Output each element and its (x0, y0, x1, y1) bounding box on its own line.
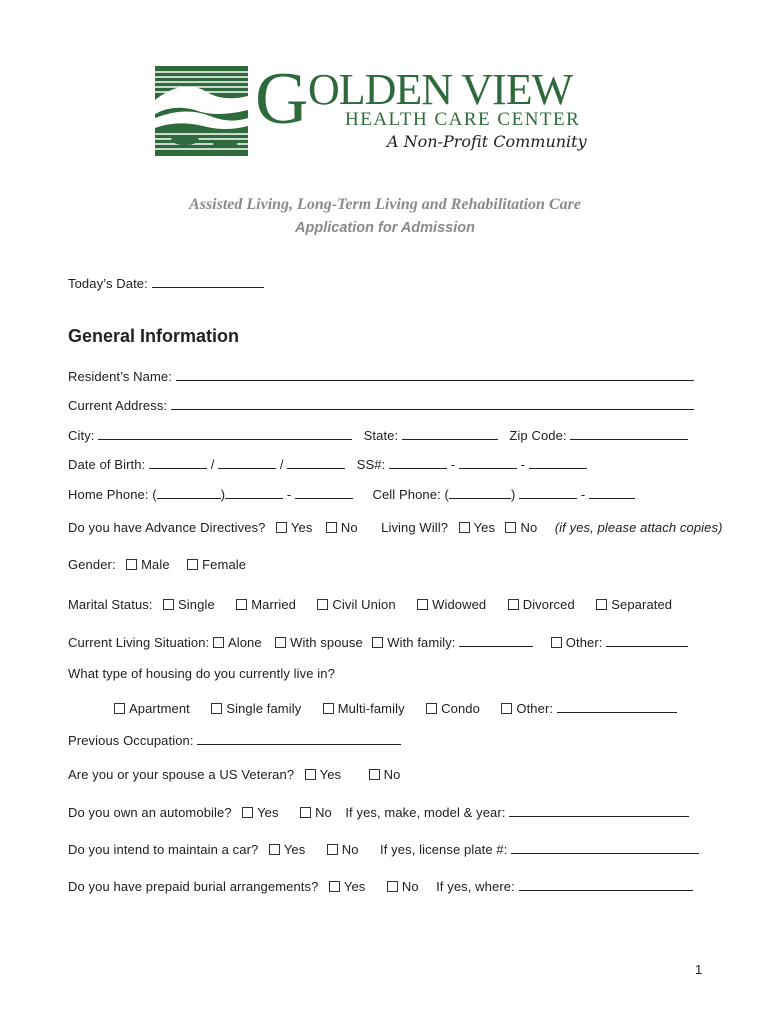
address-label: Current Address: (68, 398, 168, 413)
automobile-yes-checkbox[interactable] (242, 807, 253, 818)
housing-other-input[interactable] (557, 700, 677, 713)
burial-question: Do you have prepaid burial arrangements? (68, 879, 319, 894)
housing-apartment-label: Apartment (129, 701, 190, 716)
advance-directives-question: Do you have Advance Directives? (68, 520, 266, 535)
living-other-checkbox[interactable] (551, 637, 562, 648)
advance-directives-yes-checkbox[interactable] (276, 522, 287, 533)
burial-row (68, 878, 693, 895)
car-row (68, 841, 699, 858)
state-input[interactable] (402, 427, 498, 440)
city-row (68, 427, 688, 444)
address-row (68, 397, 694, 414)
automobile-no-label: No (315, 805, 332, 820)
home-phone-prefix-input[interactable] (225, 486, 283, 499)
living-situation-label: Current Living Situation: (68, 635, 210, 650)
dob-row (68, 456, 587, 473)
living-other-input[interactable] (606, 634, 688, 647)
automobile-yes-label: Yes (257, 805, 279, 820)
car-yes-checkbox[interactable] (269, 844, 280, 855)
marital-widowed-label: Widowed (432, 597, 487, 612)
marital-divorced-checkbox[interactable] (508, 599, 519, 610)
city-input[interactable] (98, 427, 352, 440)
dob-month-input[interactable] (149, 456, 207, 469)
burial-no-label: No (401, 879, 419, 894)
cell-phone-line-input[interactable] (589, 486, 635, 499)
gender-row (68, 557, 246, 573)
mountain-landscape-icon (155, 66, 248, 156)
living-spouse-label: With spouse (290, 635, 363, 650)
housing-condo-checkbox[interactable] (426, 703, 437, 714)
housing-single-family-checkbox[interactable] (211, 703, 222, 714)
housing-single-family-label: Single family (226, 701, 302, 716)
dob-year-input[interactable] (287, 456, 345, 469)
gender-male-label: Male (141, 557, 170, 572)
home-phone-paren: ) (220, 487, 226, 502)
car-no-checkbox[interactable] (327, 844, 338, 855)
car-question: Do you intend to maintain a car? (68, 842, 259, 857)
automobile-followup-label: If yes, make, model & year: (345, 805, 506, 820)
dob-day-input[interactable] (218, 456, 276, 469)
cell-phone-label: Cell Phone: ( (372, 487, 449, 502)
veteran-no-label: No (383, 767, 401, 782)
marital-separated-checkbox[interactable] (596, 599, 607, 610)
car-plate-input[interactable] (511, 841, 699, 854)
attach-copies-note: (if yes, please attach copies) (554, 520, 723, 535)
logo (155, 58, 615, 161)
section-title: General Information (68, 326, 240, 346)
cell-phone-area-input[interactable] (449, 486, 511, 499)
living-will-yes-checkbox[interactable] (459, 522, 470, 533)
logo-subtitle: HEALTH CARE CENTER (345, 109, 581, 130)
housing-other-checkbox[interactable] (501, 703, 512, 714)
logo-big-letter: G (255, 58, 309, 140)
housing-multi-family-checkbox[interactable] (323, 703, 334, 714)
burial-location-input[interactable] (519, 878, 693, 891)
home-phone-dash: - (286, 487, 292, 502)
advance-directives-row (68, 520, 723, 536)
marital-widowed-checkbox[interactable] (417, 599, 428, 610)
dob-slash-2: / (279, 457, 284, 472)
housing-question: What type of housing do you currently live in? (68, 666, 335, 681)
housing-condo-label: Condo (441, 701, 480, 716)
living-family-input[interactable] (459, 634, 533, 647)
burial-followup-label: If yes, where: (436, 879, 515, 894)
marital-civil-union-checkbox[interactable] (317, 599, 328, 610)
veteran-yes-label: Yes (319, 767, 342, 782)
zip-input[interactable] (570, 427, 688, 440)
car-yes-label: Yes (283, 842, 306, 857)
home-phone-area-input[interactable] (157, 486, 221, 499)
occupation-label: Previous Occupation: (68, 733, 194, 748)
dob-label: Date of Birth: (68, 457, 146, 472)
page-number: 1 (695, 962, 703, 977)
marital-label: Marital Status: (68, 597, 153, 612)
marital-row (68, 597, 672, 613)
automobile-row (68, 804, 689, 821)
resident-name-row (68, 368, 694, 385)
advance-directives-no-label: No (340, 520, 358, 535)
occupation-row (68, 732, 401, 749)
advance-directives-no-checkbox[interactable] (326, 522, 337, 533)
marital-divorced-label: Divorced (522, 597, 575, 612)
occupation-input[interactable] (197, 732, 401, 745)
car-no-label: No (341, 842, 359, 857)
veteran-row (68, 767, 400, 783)
main-title: Assisted Living, Long-Term Living and Rehabilitation Care (189, 196, 581, 213)
cell-phone-prefix-input[interactable] (519, 486, 577, 499)
housing-other-label: Other: (516, 701, 554, 716)
gender-label: Gender: (68, 557, 116, 572)
ss-part2-input[interactable] (459, 456, 517, 469)
gender-female-checkbox[interactable] (187, 559, 198, 570)
living-other-label: Other: (565, 635, 603, 650)
address-input[interactable] (171, 397, 694, 410)
todays-date-input[interactable] (152, 275, 264, 288)
marital-single-checkbox[interactable] (163, 599, 174, 610)
ss-dash-2: - (520, 457, 526, 472)
veteran-question: Are you or your spouse a US Veteran? (68, 767, 295, 782)
logo-word: OLDEN VIEW (308, 65, 573, 114)
living-alone-checkbox[interactable] (213, 637, 224, 648)
resident-name-label: Resident’s Name: (68, 369, 172, 384)
gender-female-label: Female (202, 557, 247, 572)
living-family-checkbox[interactable] (372, 637, 383, 648)
living-will-no-checkbox[interactable] (505, 522, 516, 533)
zip-label: Zip Code: (509, 428, 567, 443)
burial-yes-label: Yes (343, 879, 366, 894)
living-will-question: Living Will? (381, 520, 449, 535)
gender-male-checkbox[interactable] (126, 559, 137, 570)
living-situation-row (68, 634, 688, 651)
burial-yes-checkbox[interactable] (329, 881, 340, 892)
living-spouse-checkbox[interactable] (275, 637, 286, 648)
ss-dash-1: - (450, 457, 456, 472)
housing-options-row (114, 700, 677, 717)
marital-single-label: Single (178, 597, 215, 612)
automobile-details-input[interactable] (509, 804, 689, 817)
automobile-no-checkbox[interactable] (300, 807, 311, 818)
dob-slash-1: / (210, 457, 215, 472)
ss-part1-input[interactable] (389, 456, 447, 469)
ss-part3-input[interactable] (529, 456, 587, 469)
phone-row (68, 486, 635, 503)
living-will-yes-label: Yes (473, 520, 496, 535)
marital-separated-label: Separated (611, 597, 673, 612)
living-alone-label: Alone (227, 635, 262, 650)
veteran-yes-checkbox[interactable] (305, 769, 316, 780)
cell-phone-paren: ) (510, 487, 516, 502)
marital-civil-union-label: Civil Union (332, 597, 396, 612)
home-phone-line-input[interactable] (295, 486, 353, 499)
housing-apartment-checkbox[interactable] (114, 703, 125, 714)
marital-married-checkbox[interactable] (236, 599, 247, 610)
veteran-no-checkbox[interactable] (369, 769, 380, 780)
car-followup-label: If yes, license plate #: (380, 842, 508, 857)
marital-married-label: Married (251, 597, 296, 612)
cell-phone-dash: - (580, 487, 586, 502)
advance-directives-yes-label: Yes (290, 520, 313, 535)
automobile-question: Do you own an automobile? (68, 805, 232, 820)
resident-name-input[interactable] (176, 368, 694, 381)
logo-tagline: A Non-Profit Community (387, 132, 587, 151)
home-phone-label: Home Phone: ( (68, 487, 157, 502)
todays-date-row (68, 275, 264, 292)
sub-title: Application for Admission (295, 220, 475, 236)
state-label: State: (363, 428, 399, 443)
burial-no-checkbox[interactable] (387, 881, 398, 892)
todays-date-label: Today’s Date: (68, 276, 148, 291)
housing-multi-family-label: Multi-family (337, 701, 405, 716)
living-family-label: With family: (387, 635, 456, 650)
living-will-no-label: No (520, 520, 538, 535)
city-label: City: (68, 428, 95, 443)
ss-label: SS#: (356, 457, 386, 472)
